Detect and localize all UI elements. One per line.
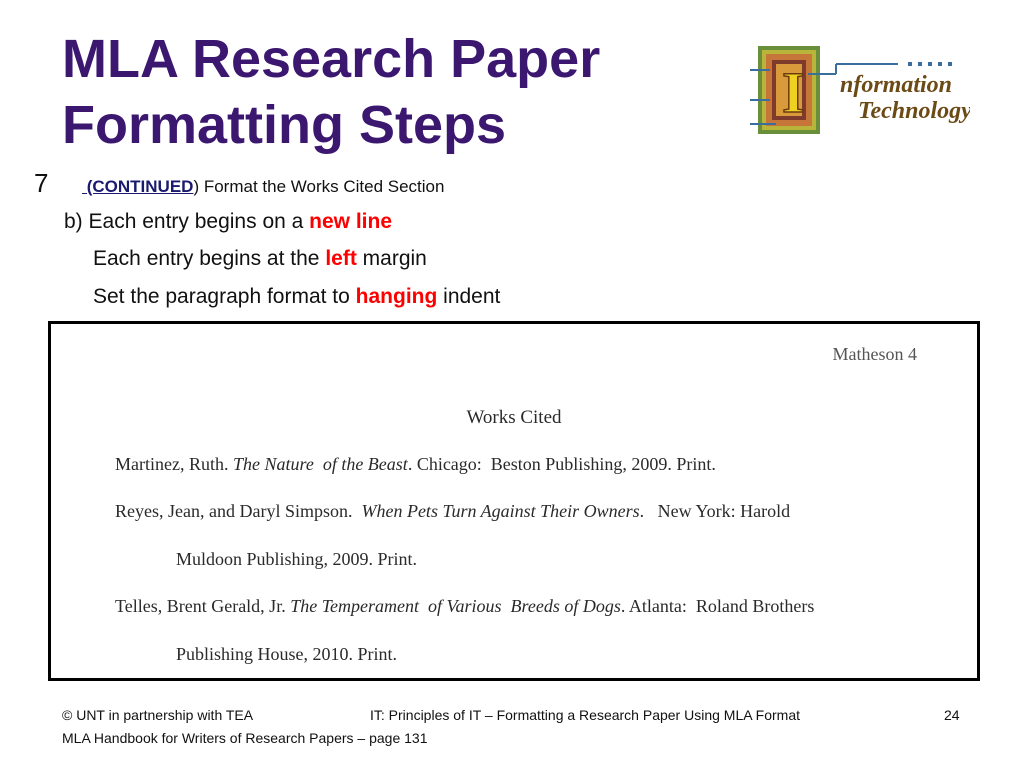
works-cited-entry [115, 501, 790, 522]
entry-title: The Nature of the Beast [232, 454, 408, 474]
footer-page-number: 24 [944, 707, 960, 723]
continued-label: (CONTINUED [82, 177, 194, 196]
bullet-text-after: indent [437, 285, 501, 308]
logo-letter: I [782, 60, 805, 125]
bullet-emphasis: left [325, 247, 357, 270]
works-cited-entry [115, 596, 814, 617]
entry-publication: . Chicago: Beston Publishing, 2009. Print. [407, 454, 716, 474]
slide-title [62, 26, 600, 158]
bullet-left-margin [93, 246, 427, 272]
bullet-emphasis: hanging [355, 285, 438, 308]
bullet-hanging-indent [93, 284, 500, 310]
entry-title: The Temperament of Various Breeds of Dogs [290, 596, 621, 616]
works-cited-example [48, 321, 980, 681]
title-line-2: Formatting Steps [62, 95, 507, 155]
bullet-new-line [64, 209, 392, 235]
entry-publication: . Atlanta: Roland Brothers [620, 596, 815, 616]
entry-hanging-line: Muldoon Publishing, 2009. Print. [176, 549, 418, 569]
footer-course-title: IT: Principles of IT – Formatting a Research Paper Using MLA Format [370, 707, 801, 723]
step-number: 7 [34, 168, 49, 198]
bullet-text: Set the paragraph format to [93, 285, 356, 308]
title-line-1: MLA Research Paper [62, 29, 601, 89]
information-technology-logo [748, 40, 970, 144]
entry-author: Telles, Brent Gerald, Jr. [115, 596, 291, 616]
entry-hanging-line: Publishing House, 2010. Print. [176, 644, 398, 664]
logo-text-line-1: nformation [840, 72, 953, 98]
bullet-text: b) Each entry begins on a [64, 210, 310, 233]
logo-graphic [748, 40, 970, 144]
logo-text-line-2: Technology [858, 98, 970, 124]
bullet-text: Each entry begins at the [93, 247, 326, 270]
works-cited-entry [115, 454, 716, 475]
bullet-text-after: margin [356, 247, 427, 270]
running-header: Matheson 4 [832, 344, 917, 364]
bullet-emphasis: new line [309, 210, 393, 233]
step-heading-text: ) Format the Works Cited Section [193, 177, 445, 196]
entry-author: Reyes, Jean, and Daryl Simpson. [115, 501, 362, 521]
footer-copyright: © UNT in partnership with TEA [62, 707, 254, 723]
works-cited-title: Works Cited [466, 407, 562, 428]
entry-title: When Pets Turn Against Their Owners [361, 501, 640, 521]
footer-reference: MLA Handbook for Writers of Research Papers – page 131 [62, 730, 428, 746]
step-heading [82, 176, 444, 198]
entry-publication: . New York: Harold [639, 501, 791, 521]
entry-author: Martinez, Ruth. [115, 454, 233, 474]
